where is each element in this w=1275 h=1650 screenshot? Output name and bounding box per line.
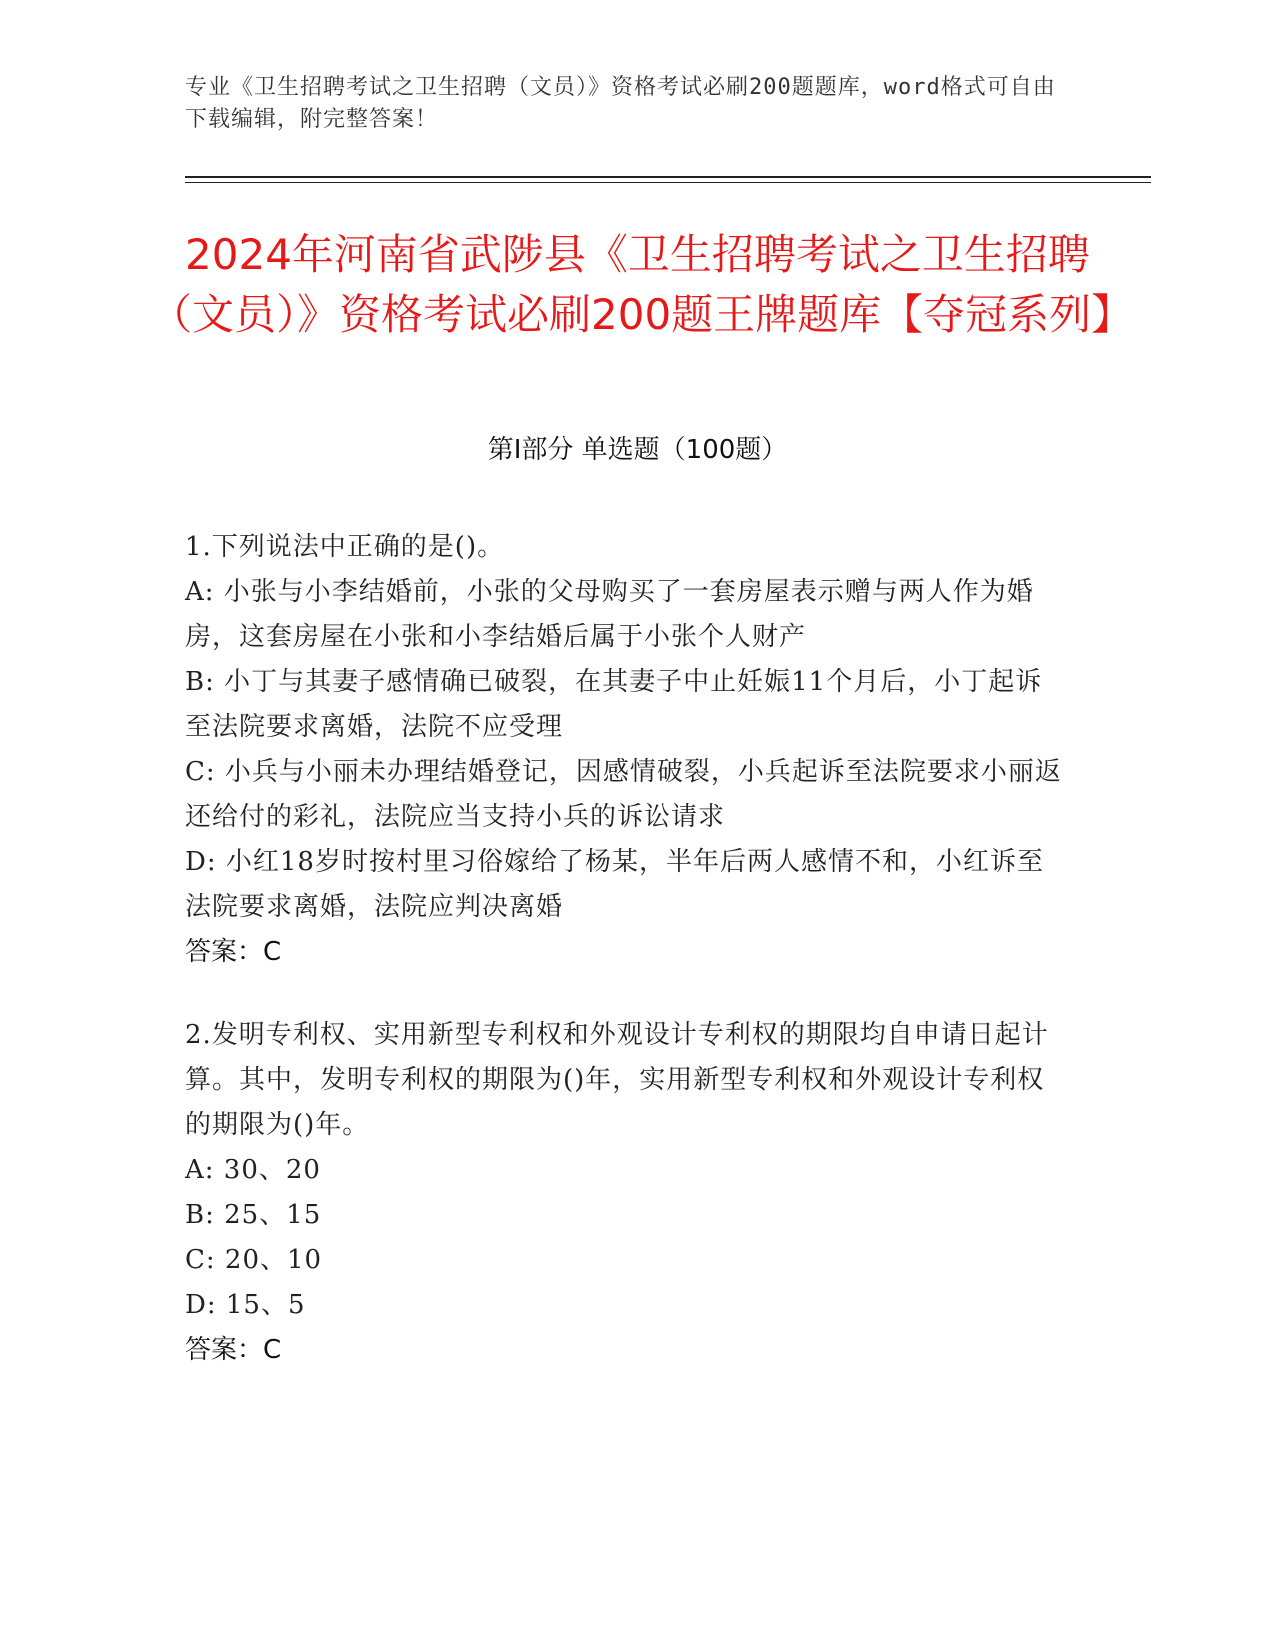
question-stem: 2.发明专利权、实用新型专利权和外观设计专利权的期限均自申请日起计算。其中，发明专利权的期限为()年，实用新型专利权和外观设计专利权的期限为()年。: [185, 1020, 1049, 1140]
answer: 答案：C: [185, 937, 282, 967]
question-1: [185, 525, 1065, 975]
question-list: [185, 525, 1065, 1411]
header-rule-thick: [185, 176, 1151, 178]
option-d: D: 15、5: [185, 1290, 306, 1320]
section-title: 第I部分 单选题（100题）: [487, 435, 788, 465]
option-b: B: 25、15: [185, 1200, 322, 1230]
question-stem: 1.下列说法中正确的是()。: [185, 532, 505, 562]
option-a: A: 小张与小李结婚前，小张的父母购买了一套房屋表示赠与两人作为婚房，这套房屋在小张和小李结婚后属于小张个人财产: [185, 577, 1034, 652]
option-d: D: 小红18岁时按村里习俗嫁给了杨某，半年后两人感情不和，小红诉至法院要求离婚，法院应判决离婚: [185, 847, 1044, 922]
question-2: [185, 1013, 1065, 1373]
header-rule-thin: [185, 182, 1151, 183]
option-a: A: 30、20: [185, 1155, 321, 1185]
option-c: C: 小兵与小丽未办理结婚登记，因感情破裂，小兵起诉至法院要求小丽返还给付的彩礼，法院应当支持小兵的诉讼请求: [185, 757, 1062, 832]
header-note: 专业《卫生招聘考试之卫生招聘（文员）》资格考试必刷200题题库，word格式可自由下载编辑，附完整答案！: [185, 75, 1056, 132]
option-b: B: 小丁与其妻子感情确已破裂，在其妻子中止妊娠11个月后，小丁起诉至法院要求离婚，法院不应受理: [185, 667, 1043, 742]
option-c: C: 20、10: [185, 1245, 323, 1275]
document-title: 2024年河南省武陟县《卫生招聘考试之卫生招聘（文员）》资格考试必刷200题王牌题库【夺冠系列】: [150, 230, 1134, 339]
answer: 答案：C: [185, 1335, 282, 1365]
